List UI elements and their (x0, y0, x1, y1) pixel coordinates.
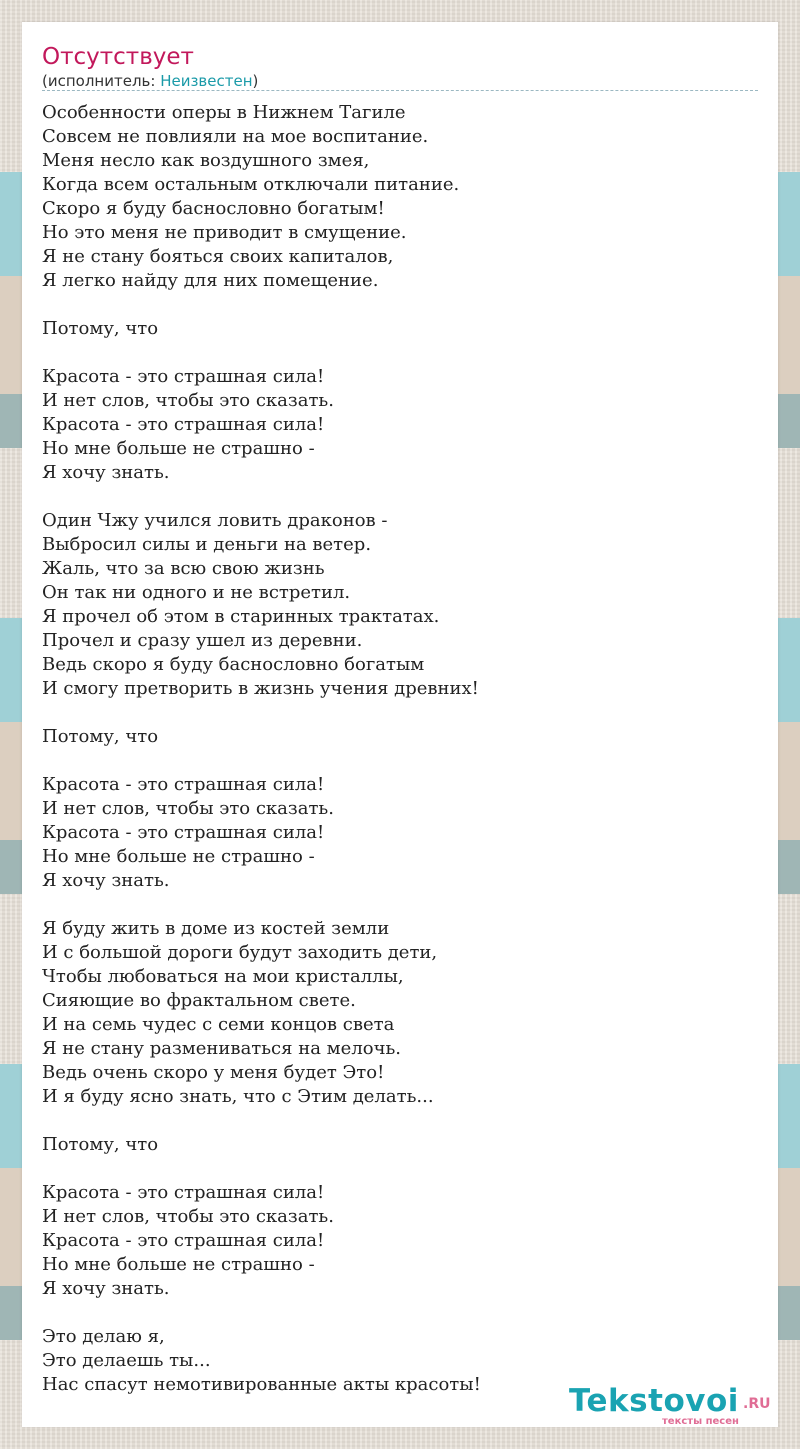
lyric-line: Красота - это страшная сила! (42, 414, 325, 435)
song-title: Отсутствует (42, 44, 194, 70)
lyric-line: Он так ни одного и не встретил. (42, 582, 351, 603)
lyric-line: Меня несло как воздушного змея, (42, 150, 370, 171)
lyric-line: Но это меня не приводит в смущение. (42, 222, 407, 243)
artist-prefix: (исполнитель: (42, 72, 161, 90)
lyric-line: Чтобы любоваться на мои кристаллы, (42, 966, 404, 987)
lyric-line: Сияющие во фрактальном свете. (42, 990, 356, 1011)
lyric-line (42, 293, 758, 317)
lyric-line: Я не стану размениваться на мелочь. (42, 1038, 402, 1059)
lyric-line: Я хочу знать. (42, 462, 170, 483)
lyric-line: И нет слов, чтобы это сказать. (42, 390, 334, 411)
lyric-line (42, 1301, 758, 1325)
lyric-line: Когда всем остальным отключали питание. (42, 174, 460, 195)
lyric-line: И с большой дороги будут заходить дети, (42, 942, 438, 963)
artist-suffix: ) (252, 72, 259, 90)
lyric-line (42, 1109, 758, 1133)
logo-wordmark: Tekstovoi (569, 1383, 739, 1419)
lyric-line: Но мне больше не страшно - (42, 846, 315, 867)
lyric-line (42, 1157, 758, 1181)
lyrics-text (42, 101, 758, 1397)
lyric-line: И на семь чудес с семи концов света (42, 1014, 395, 1035)
lyric-line: Красота - это страшная сила! (42, 774, 325, 795)
lyric-line: Совсем не повлияли на мое воспитание. (42, 126, 429, 147)
lyric-line: Но мне больше не страшно - (42, 1254, 315, 1275)
lyric-line: Жаль, что за всю свою жизнь (42, 558, 325, 579)
lyric-line: Я не стану бояться своих капиталов, (42, 246, 394, 267)
lyric-line: Особенности оперы в Нижнем Тагиле (42, 102, 406, 123)
lyric-line: Это делаю я, (42, 1326, 165, 1347)
lyric-line: Но мне больше не страшно - (42, 438, 315, 459)
lyric-line: Потому, что (42, 318, 159, 339)
lyric-line: Ведь скоро я буду баснословно богатым (42, 654, 425, 675)
lyric-line: Я хочу знать. (42, 870, 170, 891)
lyric-line: Красота - это страшная сила! (42, 1230, 325, 1251)
lyric-line: Красота - это страшная сила! (42, 366, 325, 387)
lyric-line: Я буду жить в доме из костей земли (42, 918, 390, 939)
lyric-line: Это делаешь ты... (42, 1350, 211, 1371)
lyric-line: Выбросил силы и деньги на ветер. (42, 534, 372, 555)
lyric-line: Красота - это страшная сила! (42, 822, 325, 843)
lyric-line: Красота - это страшная сила! (42, 1182, 325, 1203)
lyrics-card (22, 22, 778, 1427)
lyric-line: Ведь очень скоро у меня будет Это! (42, 1062, 385, 1083)
site-logo[interactable] (569, 1383, 779, 1431)
artist-line (42, 71, 258, 91)
lyric-line: Я легко найду для них помещение. (42, 270, 379, 291)
title-divider (42, 90, 758, 91)
lyric-line: Я прочел об этом в старинных трактатах. (42, 606, 440, 627)
lyric-line: Один Чжу учился ловить драконов - (42, 510, 388, 531)
lyric-line: Я хочу знать. (42, 1278, 170, 1299)
lyric-line (42, 749, 758, 773)
lyric-line: Скоро я буду баснословно богатым! (42, 198, 385, 219)
lyric-line: Нас спасут немотивированные акты красоты! (42, 1374, 481, 1395)
lyric-line: И нет слов, чтобы это сказать. (42, 1206, 334, 1227)
artist-link[interactable]: Неизвестен (160, 72, 253, 90)
lyric-line: Потому, что (42, 726, 159, 747)
logo-tld: .RU (743, 1396, 771, 1412)
lyric-line: Прочел и сразу ушел из деревни. (42, 630, 363, 651)
lyric-line: И я буду ясно знать, что с Этим делать... (42, 1086, 434, 1107)
lyric-line (42, 701, 758, 725)
lyric-line (42, 485, 758, 509)
lyric-line (42, 341, 758, 365)
lyric-line: И нет слов, чтобы это сказать. (42, 798, 334, 819)
lyric-line (42, 893, 758, 917)
lyric-line: Потому, что (42, 1134, 159, 1155)
logo-tagline: тексты песен (662, 1416, 739, 1427)
lyric-line: И смогу претворить в жизнь учения древних! (42, 678, 479, 699)
